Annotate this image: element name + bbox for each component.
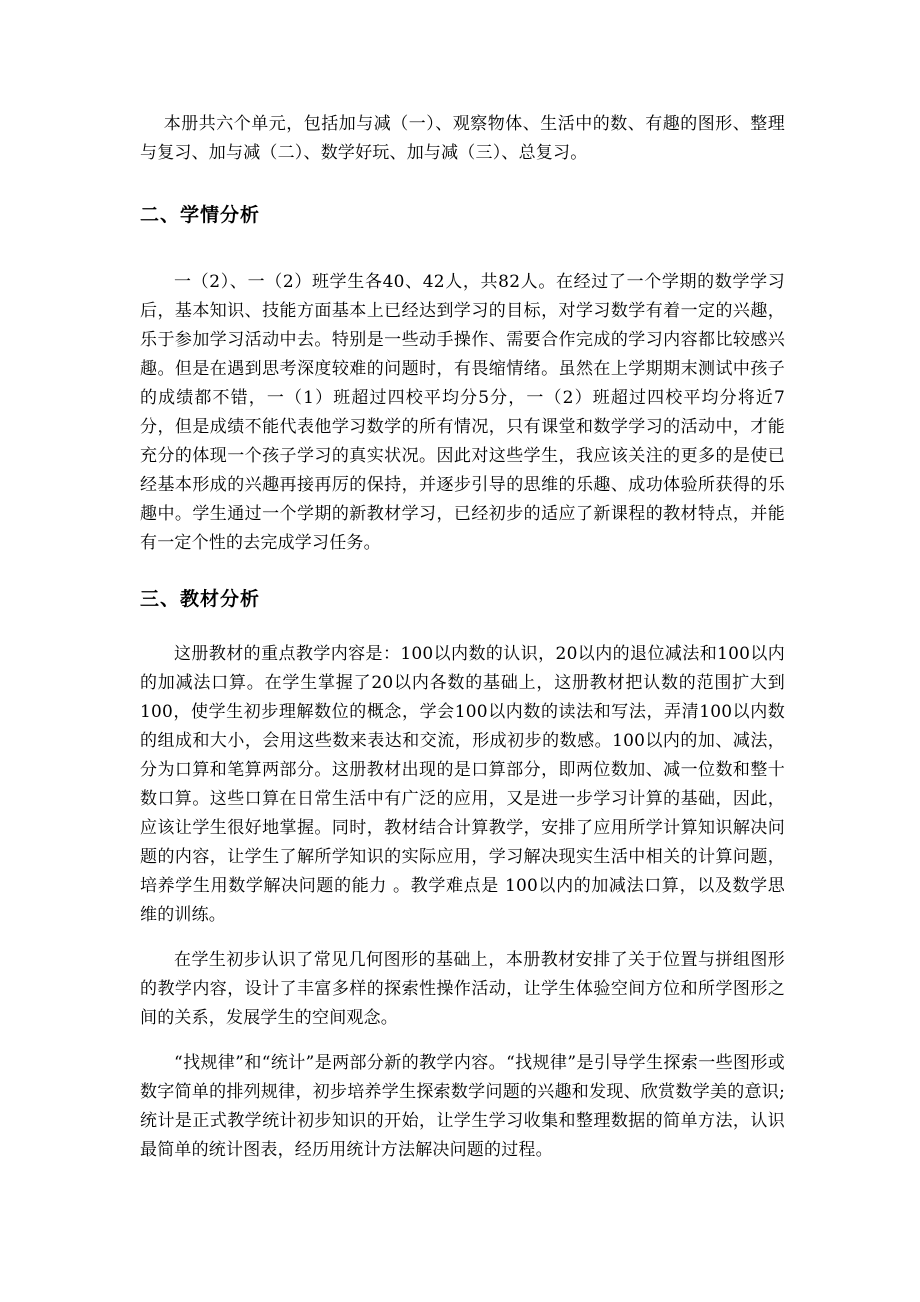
section-heading-student-analysis: 二、学情分析: [140, 204, 261, 226]
student-analysis-paragraph: 一（2）、一（2）班学生各40、42人，共82人。在经过了一个学期的数学学习后，基本知识、技能方面基本上已经达到学习的目标，对学习数学有着一定的兴趣，乐于参加学习活动中去。特别是一些动手操作、需要合作完成的学习内容都比较感兴趣。但是在遇到思考深度较难的问题时，有畏缩情绪。虽然在上学期期末测试中孩子的成绩都不错，一（1）班超过四校平均分5分，一（2）班超过四校平均分将近7分，但是成绩不能代表他学习数学的所有情况，只有课堂和数学学习的活动中，才能充分的体现一个孩子学习的真实状况。因此对这些学生，我应该关注的更多的是使已经基本形成的兴趣再接再厉的保持，并逐步引导的思维的乐趣、成功体验所获得的乐趣中。学生通过一个学期的新教材学习，已经初步的适应了新课程的教材特点，并能有一定个性的去完成学习任务。: [140, 272, 785, 553]
section-heading-textbook-analysis: 三、教材分析: [140, 588, 261, 610]
document-page: [140, 110, 785, 1165]
textbook-analysis-paragraph: 这册教材的重点教学内容是：100以内数的认识，20以内的退位减法和100以内的加减法口算。在学生掌握了20以内各数的基础上，这册教材把认数的范围扩大到100，使学生初步理解数位的概念，学会100以内数的读法和写法，弄清100以内数的组成和大小，会用这些数来表达和交流，形成初步的数感。100以内的加、减法，分为口算和笔算两部分。这册教材出现的是口算部分，即两位数加、减一位数和整十数口算。这些口算在日常生活中有广泛的应用，又是进一步学习计算的基础，因此，应该让学生很好地掌握。同时，教材结合计算教学，安排了应用所学计算知识解决问题的内容，让学生了解所学知识的实际应用，学习解决现实生活中相关的计算问题，培养学生用数学解决问题的能力 。教学难点是 100以内的加减法口算，以及数学思维的训练。: [140, 644, 785, 925]
intro-paragraph: 本册共六个单元，包括加与减（一）、观察物体、生活中的数、有趣的图形、整理与复习、加与减（二）、数学好玩、加与减（三）、总复习。: [140, 114, 785, 163]
textbook-analysis-paragraph: “找规律”和“统计”是两部分新的教学内容。“找规律”是引导学生探索一些图形或数字简单的排列规律，初步培养学生探索数学问题的兴趣和发现、欣赏数学美的意识;统计是正式教学统计初步知识的开始，让学生学习收集和整理数据的简单方法，认识最简单的统计图表，经历用统计方法解决问题的过程。: [140, 1053, 785, 1160]
textbook-analysis-paragraph: 在学生初步认识了常见几何图形的基础上，本册教材安排了关于位置与拼组图形的教学内容，设计了丰富多样的探索性操作活动，让学生体验空间方位和所学图形之间的关系，发展学生的空间观念。: [140, 950, 785, 1028]
